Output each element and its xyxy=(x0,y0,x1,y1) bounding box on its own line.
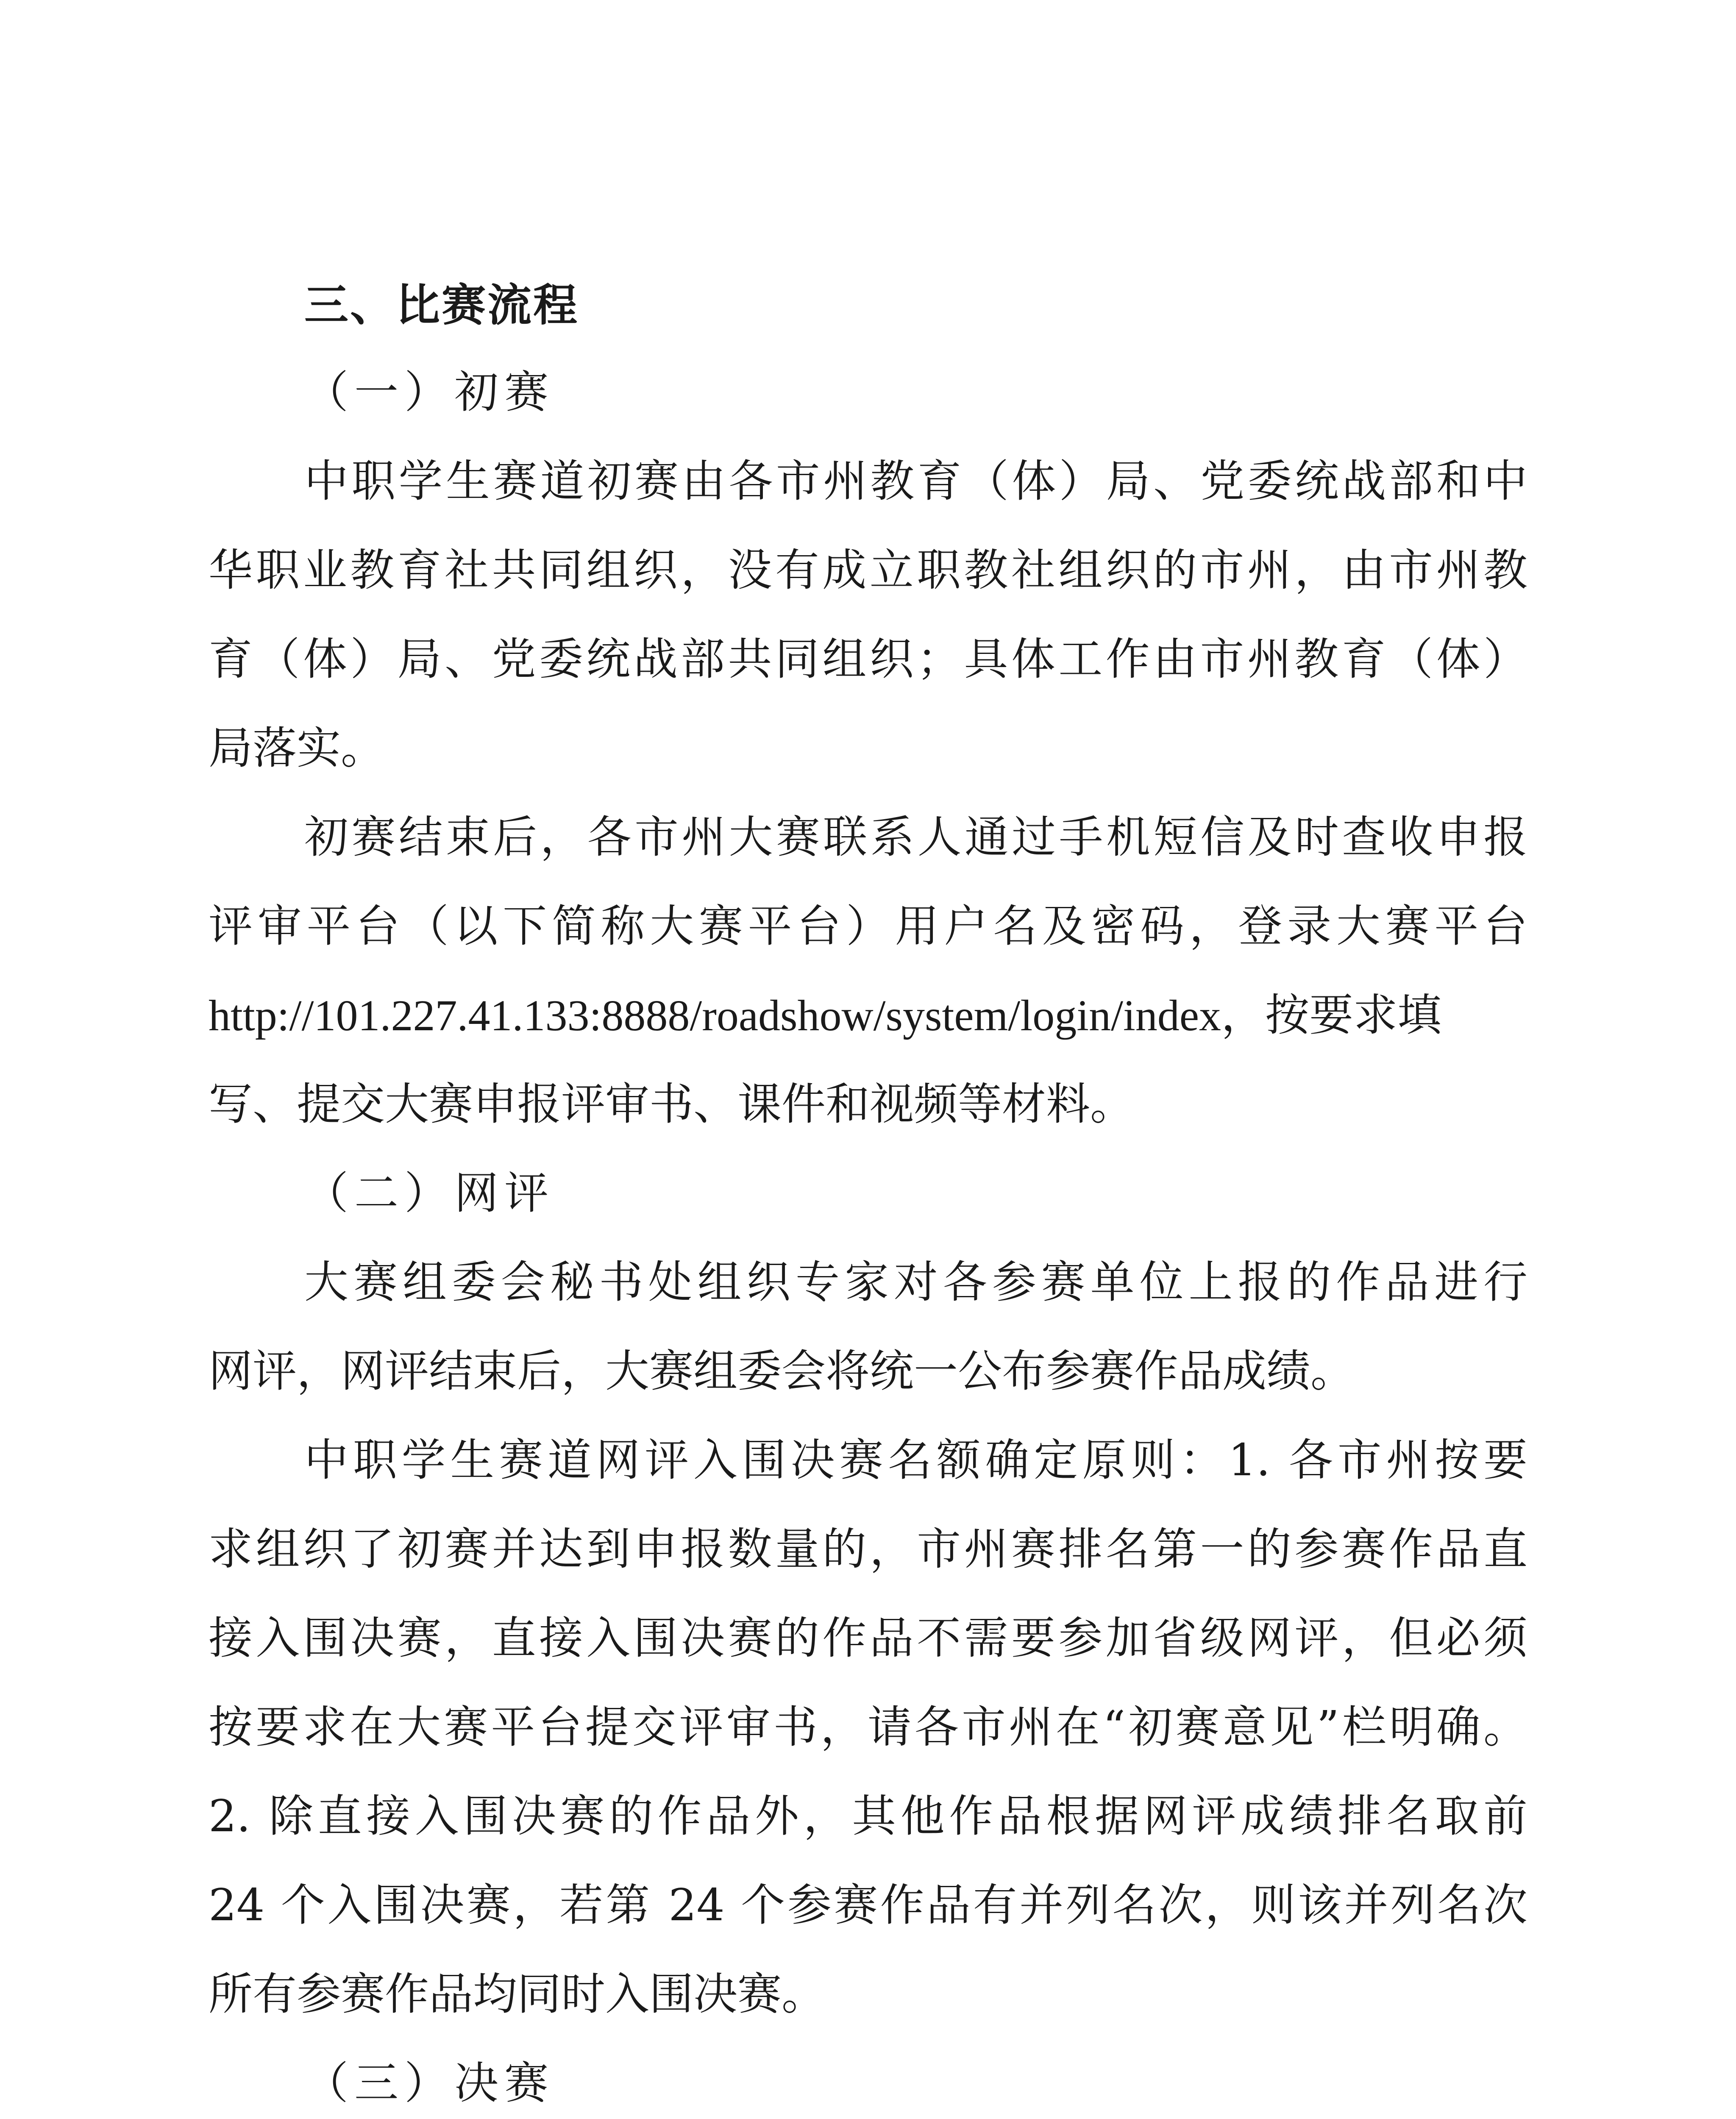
paragraph-line: 评审平台（以下简称大赛平台）用户名及密码，登录大赛平台 xyxy=(209,900,1527,952)
subsection-heading-final: （三）决赛 xyxy=(304,2057,555,2109)
platform-url: http://101.227.41.133:8888/roadshow/system/login/index xyxy=(209,991,1221,1040)
paragraph-line: 初赛结束后，各市州大赛联系人通过手机短信及时查收申报 xyxy=(304,811,1527,863)
paragraph-line: 24 个入围决赛，若第 24 个参赛作品有并列名次，则该并列名次 xyxy=(209,1879,1527,1931)
paragraph-line: 所有参赛作品均同时入围决赛。 xyxy=(209,1968,826,2020)
paragraph-line: 华职业教育社共同组织，没有成立职教社组织的市州，由市州教 xyxy=(209,544,1527,596)
paragraph-line: 局落实。 xyxy=(209,722,385,774)
paragraph-line: 中职学生赛道网评入围决赛名额确定原则：1. 各市州按要 xyxy=(304,1434,1527,1486)
paragraph-line: 按要求在大赛平台提交评审书，请各市州在“初赛意见”栏明确。 xyxy=(209,1701,1527,1753)
paragraph-line: 网评，网评结束后，大赛组委会将统一公布参赛作品成绩。 xyxy=(209,1345,1355,1397)
url-line-suffix: ，按要求填 xyxy=(1221,989,1442,1041)
section-title: 三、比赛流程 xyxy=(304,279,579,331)
paragraph-line: 大赛组委会秘书处组织专家对各参赛单位上报的作品进行 xyxy=(304,1256,1527,1308)
paragraph-line: 育（体）局、党委统战部共同组织；具体工作由市州教育（体） xyxy=(209,633,1527,685)
paragraph-line-with-url xyxy=(209,985,1441,1046)
paragraph-line: 写、提交大赛申报评审书、课件和视频等材料。 xyxy=(209,1078,1135,1130)
paragraph-line: 2. 除直接入围决赛的作品外，其他作品根据网评成绩排名取前 xyxy=(209,1790,1527,1842)
paragraph-line: 接入围决赛，直接入围决赛的作品不需要参加省级网评，但必须 xyxy=(209,1612,1527,1664)
subsection-heading-preliminary: （一）初赛 xyxy=(304,366,555,418)
paragraph-line: 求组织了初赛并达到申报数量的，市州赛排名第一的参赛作品直 xyxy=(209,1523,1527,1575)
subsection-heading-online-review: （二）网评 xyxy=(304,1167,555,1219)
paragraph-line: 中职学生赛道初赛由各市州教育（体）局、党委统战部和中 xyxy=(304,455,1527,507)
